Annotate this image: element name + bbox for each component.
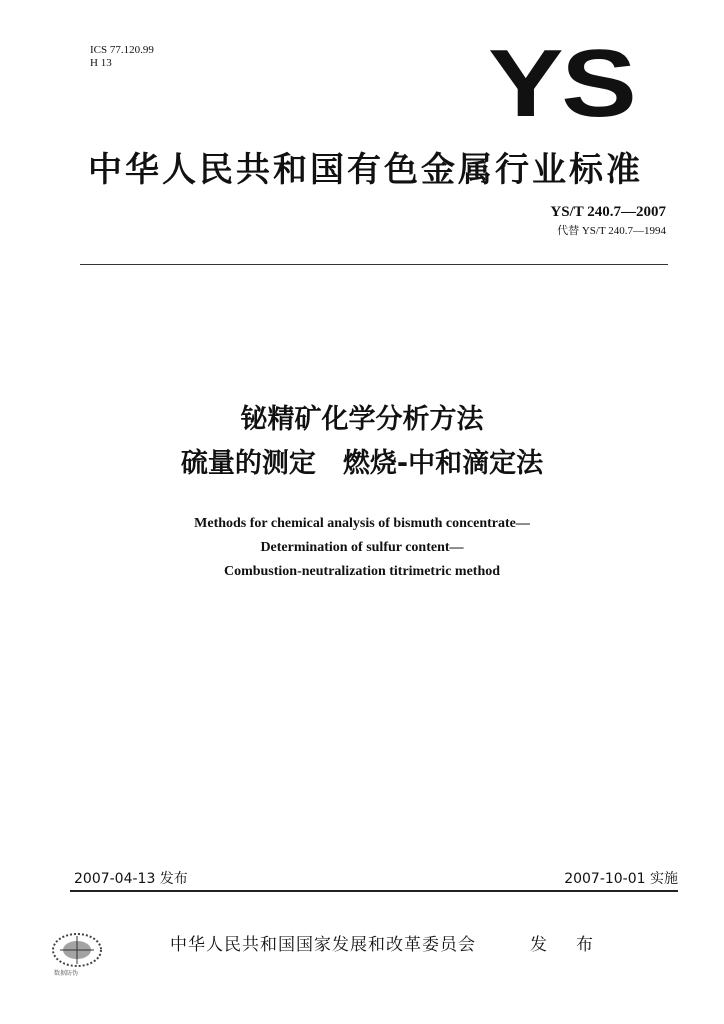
english-title-line1: Methods for chemical analysis of bismuth concentrate—: [194, 516, 530, 531]
class-code: H 13: [90, 57, 112, 69]
anti-counterfeit-seal-icon: [50, 928, 104, 972]
chinese-title: [0, 398, 724, 486]
english-title-line2: Determination of sulfur content—: [260, 540, 464, 555]
replaces-note: 代替 YS/T 240.7—1994: [557, 225, 666, 237]
standard-number: YS/T 240.7—2007: [550, 204, 666, 220]
implementation-date: 2007-10-01 实施: [564, 871, 678, 887]
english-title: [0, 512, 724, 584]
english-title-line3: Combustion-neutralization titrimetric method: [223, 564, 501, 579]
footer-divider: [70, 890, 678, 892]
ics-code: ICS 77.120.99: [90, 44, 154, 56]
chinese-title-line1: 铋精矿化学分析方法: [240, 404, 484, 435]
ys-logo: YS: [488, 30, 635, 137]
publish-label: 发 布: [530, 935, 599, 955]
ics-classification: [90, 44, 154, 70]
issue-date: 2007-04-13 发布: [74, 871, 188, 887]
header-divider: [80, 264, 668, 265]
chinese-title-line2: 硫量的测定 燃烧-中和滴定法: [180, 448, 544, 479]
standard-number-block: [550, 204, 666, 238]
standard-title: 中华人民共和国有色金属行业标准: [88, 150, 643, 190]
seal-caption: 数据防伪: [54, 970, 79, 977]
publisher: 中华人民共和国国家发展和改革委员会: [170, 935, 476, 955]
